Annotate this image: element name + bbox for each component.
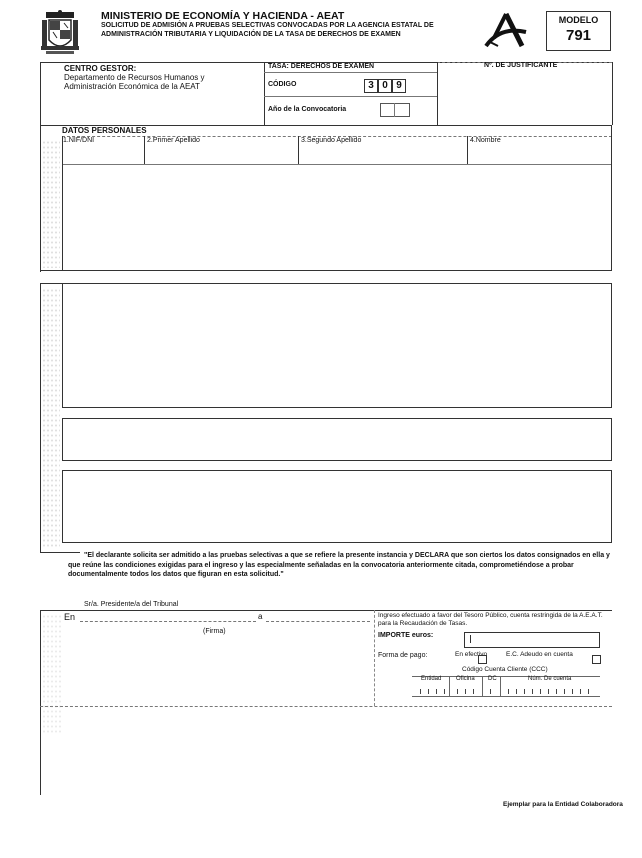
datos-col-divider-3	[467, 136, 468, 164]
tasa-justificante-divider	[437, 62, 438, 125]
datos-col-divider-1	[144, 136, 145, 164]
declaration-line3: documentalmente todos los datos que figuran en esta solicitud."	[68, 571, 284, 578]
bottom-top-border	[40, 610, 612, 611]
section1-margin-noise	[42, 288, 60, 548]
adeudo-label: E.C. Adeudo en cuenta	[506, 651, 573, 658]
modelo-box	[546, 11, 611, 51]
adeudo-checkbox[interactable]	[592, 655, 601, 664]
section2-bottom	[62, 460, 612, 461]
form-left-border	[40, 62, 41, 272]
nif-dni-column: 1.NIF/DNI	[63, 137, 95, 144]
tribunal-label: Sr/a. Presidente/a del Tribunal	[84, 601, 179, 608]
aeat-logo	[484, 12, 530, 50]
section2-top-border	[62, 418, 612, 419]
centro-gestor-label: CENTRO GESTOR:	[64, 64, 137, 73]
section1-inner-left	[62, 283, 63, 407]
codigo-underline	[264, 96, 437, 97]
bottom-section-line	[40, 706, 612, 707]
datos-right-border	[611, 125, 612, 270]
anio-convocatoria-field[interactable]	[380, 103, 410, 117]
segundo-apellido-column: 3.Segundo Apellido	[301, 137, 362, 144]
section-outer-bottom	[40, 552, 80, 553]
ccc-digit-field[interactable]	[412, 685, 600, 696]
datos-inner-left-border	[62, 136, 63, 270]
ccc-digit-baseline	[412, 696, 600, 697]
importe-field[interactable]	[464, 632, 600, 648]
form-right-border-top	[612, 62, 613, 125]
datos-bottom-border	[40, 270, 612, 271]
anio-field-divider	[394, 103, 395, 117]
ministry-title: MINISTERIO DE ECONOMÍA Y HACIENDA - AEAT	[101, 10, 345, 22]
modelo-number: 791	[565, 27, 592, 44]
ccc-entidad-column: Entidad	[421, 676, 442, 682]
tasa-label-underline	[264, 72, 437, 73]
coat-of-arms-logo	[40, 10, 80, 56]
tasa-label: TASA: DERECHOS DE EXAMEN	[268, 63, 375, 70]
justificante-field[interactable]	[440, 72, 610, 122]
a-label: a	[258, 612, 263, 621]
codigo-digit-1: 3	[364, 79, 378, 93]
form-subtitle-line1: SOLICITUD DE ADMISIÓN A PRUEBAS SELECTIVAS CONVOCADAS POR LA AGENCIA ESTATAL DE	[101, 22, 434, 29]
section1-right-border	[611, 283, 612, 407]
section3-top-border	[62, 470, 612, 471]
anio-convocatoria-label: Año de la Convocatoria	[268, 106, 347, 113]
section2-inner-left	[62, 418, 63, 460]
efectivo-checkbox[interactable]	[478, 655, 487, 664]
ccc-label: Código Cuenta Cliente (CCC)	[462, 666, 548, 673]
date-field[interactable]	[266, 621, 370, 622]
nombre-column: 4.Nombre	[470, 137, 501, 144]
section3-bottom	[62, 542, 612, 543]
ccc-oficina-column: Oficina	[456, 676, 475, 682]
datos-col-divider-2	[298, 136, 299, 164]
copy-label: Ejemplar para la Entidad Colaboradora	[503, 801, 623, 808]
forma-pago-label: Forma de pago:	[378, 652, 428, 659]
en-label: En	[64, 612, 76, 622]
justificante-label: Nº. DE JUSTIFICANTE	[484, 62, 558, 69]
section2-right-border	[611, 418, 612, 460]
ccc-dc-column: DC	[488, 676, 497, 682]
datos-left-margin-noise	[42, 140, 60, 268]
primer-apellido-column: 2.Primer Apellido	[147, 137, 200, 144]
form-subtitle-line2: ADMINISTRACIÓN TRIBUTARIA Y LIQUIDACIÓN DE LA TASA DE DERECHOS DE EXAMEN	[101, 31, 401, 38]
bottom-margin-noise	[42, 614, 62, 734]
section3-inner-left	[62, 470, 63, 542]
section1-bottom	[62, 407, 612, 408]
place-field[interactable]	[80, 621, 256, 622]
importe-field-mark	[470, 635, 471, 643]
datos-personales-label: DATOS PERSONALES	[62, 126, 147, 135]
efectivo-label: En efectivo	[455, 651, 488, 658]
ccc-cuenta-column: Núm. De cuenta	[528, 676, 572, 682]
firma-label: (Firma)	[203, 628, 226, 635]
importe-label: IMPORTE euros:	[378, 632, 434, 639]
section3-right-border	[611, 470, 612, 542]
ingreso-line1: Ingreso efectuado a favor del Tesoro Público, cuenta restringida de la A.E.A.T.	[378, 612, 603, 619]
codigo-label: CÓDIGO	[268, 81, 297, 88]
datos-row-line	[62, 164, 612, 165]
section1-left-border	[40, 283, 41, 553]
codigo-digit-3: 9	[392, 79, 406, 93]
codigo-digit-2: 0	[378, 79, 392, 93]
bottom-left-border	[40, 610, 41, 795]
section1-top-border	[40, 283, 612, 284]
declaration-line2: que reúne las condiciones exigidas para el ingreso y las especialmente señaladas en la convocatoria anteriormente citada, comprometiéndose a probar	[68, 562, 574, 569]
centro-gestor-line1: Departamento de Recursos Humanos y	[64, 73, 205, 82]
centro-gestor-line2: Administración Económica de la AEAT	[64, 82, 200, 91]
declaration-line1: "El declarante solicita ser admitido a las pruebas selectivas a que se refiere la presente instancia y DECLARA que son ciertos los datos consignados en ella y	[84, 552, 610, 559]
ingreso-line2: para la Recaudación de Tasas.	[378, 620, 468, 627]
modelo-label: MODELO	[558, 15, 599, 25]
signature-payment-divider	[374, 610, 375, 706]
